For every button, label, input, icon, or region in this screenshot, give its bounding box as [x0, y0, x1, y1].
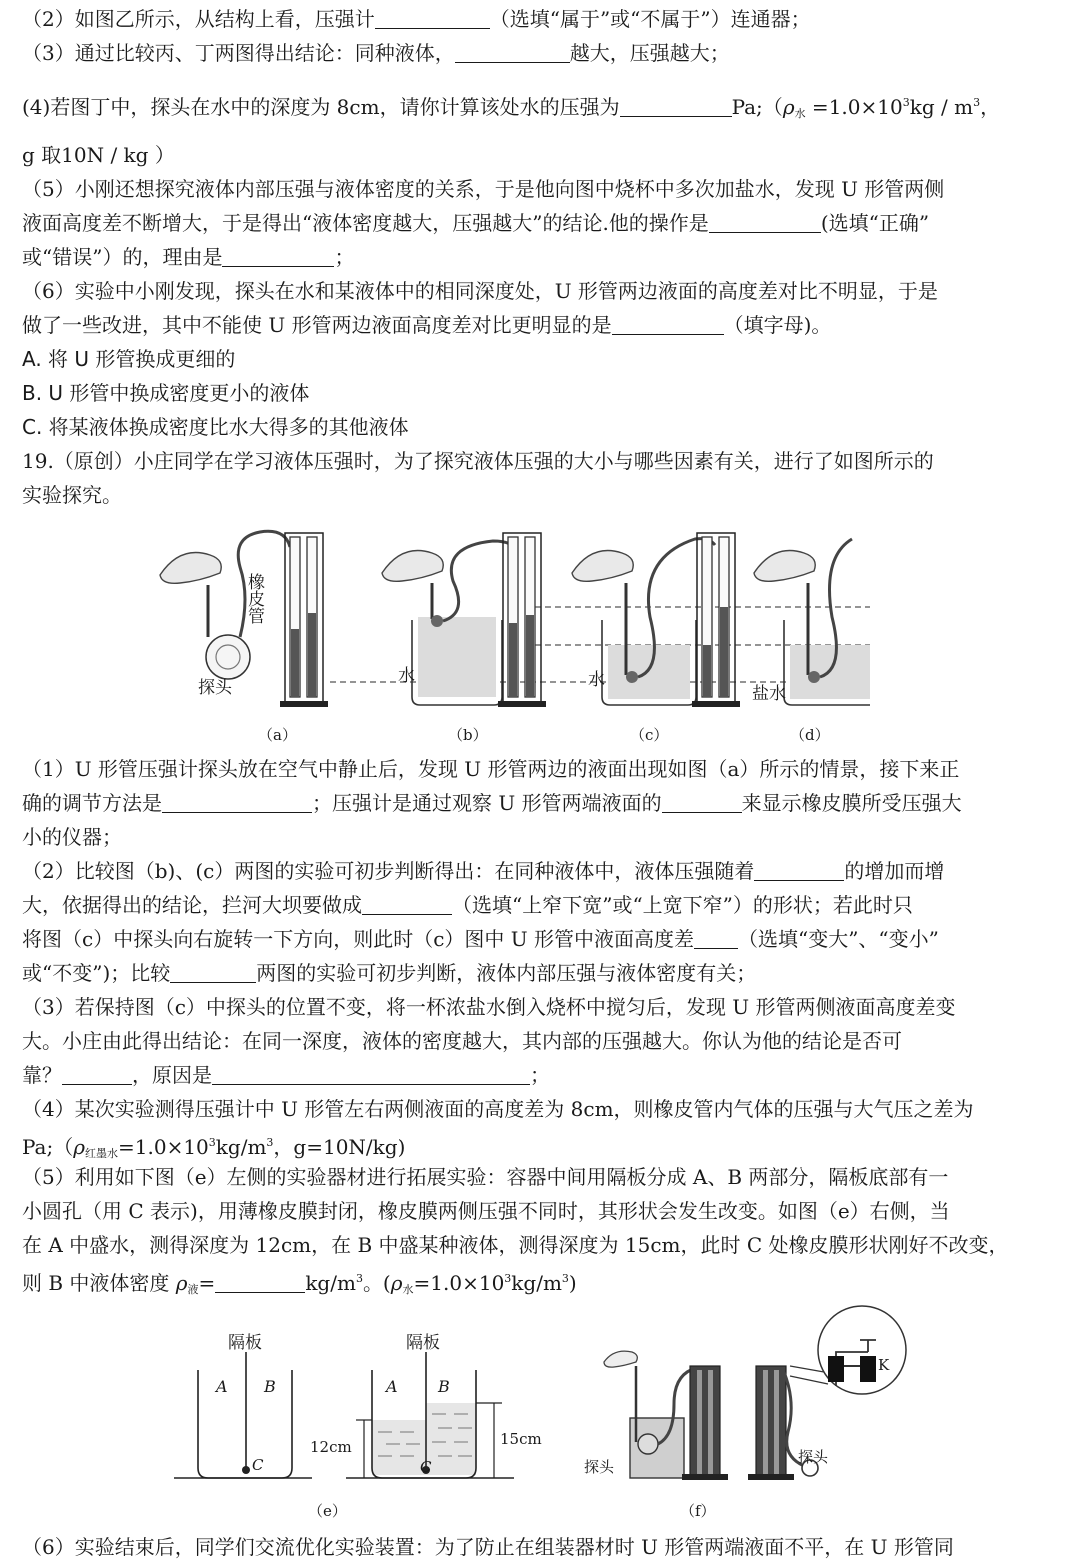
text: （填字母)。 — [723, 313, 832, 337]
text: ；压强计是通过观察 U 形管两端液面的 — [312, 791, 662, 815]
text: 确的调节方法是 — [22, 791, 162, 815]
answer-blank[interactable] — [612, 312, 724, 335]
magnifier-line — [790, 1376, 828, 1384]
question-2 — [22, 2, 1068, 36]
option-c: C. 将某液体换成密度比水大得多的其他液体 — [22, 415, 409, 439]
rho-symbol: ρ — [390, 1271, 403, 1295]
question-6: （6）实验中小刚发现，探头在水和某液体中的相同深度处，U 形管两边液面的高度差对比不明显，于是 — [22, 279, 938, 303]
label-b-right: B — [438, 1377, 450, 1396]
label-12cm: 12cm — [310, 1438, 352, 1456]
label-salt-water-d: 盐水 — [752, 684, 786, 704]
question-19-1: （1）U 形管压强计探头放在空气中静止后，发现 U 形管两边的液面出现如图（a）所示的情景，接下来正 — [22, 757, 960, 781]
subscript: 水 — [402, 1283, 414, 1296]
text: = — [198, 1271, 216, 1295]
label-a-right: A — [386, 1377, 398, 1396]
u-tube-left — [763, 1370, 768, 1474]
text: kg / m — [909, 95, 974, 119]
u-tube-right — [774, 1370, 779, 1474]
text: 或“不变”)；比较 — [22, 961, 171, 985]
liquid-right — [526, 615, 534, 697]
text: （2）比较图（b)、(c）两图的实验可初步判断得出：在同种液体中，液体压强随着 — [22, 859, 755, 883]
probe-icon — [808, 671, 820, 683]
stand-base — [280, 701, 328, 707]
apparatus-b — [382, 533, 546, 707]
answer-blank[interactable] — [215, 1270, 305, 1293]
container-e-left — [174, 1333, 312, 1478]
superscript: 3 — [973, 96, 981, 109]
text: =1.0×10 — [118, 1135, 209, 1159]
text-line: g 取10N / kg ） — [22, 143, 175, 167]
rho-symbol: ρ — [782, 95, 795, 119]
text-line — [22, 308, 1068, 342]
answer-blank[interactable] — [222, 244, 334, 267]
text: 则 B 中液体密度 — [22, 1271, 176, 1295]
subscript: 液 — [187, 1283, 199, 1296]
probe-icon — [638, 1434, 658, 1454]
text-line: 大。小庄由此得出结论：在同一深度，液体的密度越大，其内部的压强越大。你认为他的结论是否可 — [22, 1029, 902, 1053]
liquid-left — [703, 645, 711, 697]
text: 。( — [362, 1271, 391, 1295]
text-line: 实验探究。 — [22, 483, 122, 507]
u-tube-gauge — [756, 1366, 786, 1476]
u-tube-left — [697, 1370, 702, 1474]
answer-blank[interactable] — [362, 892, 452, 915]
text: 将图（c）中探头向右旋转一下方向，则此时（c）图中 U 形管中液面高度差 — [22, 927, 694, 951]
rho-symbol: ρ — [73, 1135, 85, 1159]
probe-icon — [431, 615, 443, 627]
figure-partition-and-apparatus — [160, 1300, 1060, 1528]
liquid-right — [720, 607, 728, 697]
caption-f: （f） — [680, 1502, 716, 1520]
question-3 — [22, 36, 1068, 70]
hand-icon — [572, 551, 633, 582]
superscript: 3 — [561, 1272, 569, 1285]
text: 液面高度差不断增大，于是得出“液体密度越大，压强越大”的结论.他的操作是 — [22, 211, 709, 235]
text: （2）如图乙所示，从结构上看，压强计 — [22, 7, 375, 31]
text: 越大，压强越大； — [569, 41, 730, 65]
figure-pressure-gauge-experiments — [140, 525, 870, 750]
label-a-left: A — [216, 1377, 228, 1396]
label-partition-left: 隔板 — [228, 1333, 262, 1353]
text: ， — [980, 95, 1001, 119]
text-line — [22, 956, 1068, 990]
liquid-left — [509, 623, 517, 697]
text: （选填“属于”或“不属于”）连通器； — [489, 7, 811, 31]
option-b: B. U 形管中换成密度更小的液体 — [22, 381, 310, 405]
label-c-left: C — [252, 1456, 264, 1474]
text-line: 小的仪器； — [22, 825, 122, 849]
text: ； — [334, 245, 355, 269]
question-19-5: （5）利用如下图（e）左侧的实验器材进行拓展实验：容器中间用隔板分成 A、B 两部分，隔板底部有一 — [22, 1165, 949, 1189]
caption-a: （a） — [258, 726, 297, 744]
caption-b: （b） — [448, 726, 488, 744]
label-probe: 探头 — [198, 678, 232, 698]
text: =1.0×10 — [413, 1271, 505, 1295]
superscript: 3 — [208, 1136, 216, 1149]
u-tube-gauge — [690, 1366, 720, 1476]
text: Pa;（ — [731, 95, 783, 119]
text: ) — [568, 1271, 577, 1295]
stand-base — [498, 701, 546, 707]
text: 靠？ — [22, 1063, 62, 1087]
label-water-b: 水 — [398, 666, 415, 686]
text-line — [22, 922, 1068, 956]
label-probe-f1: 探头 — [584, 1458, 615, 1476]
hand-icon — [604, 1351, 637, 1367]
liquid-left — [291, 629, 299, 697]
text-line — [22, 888, 1068, 922]
label-probe-f2: 探头 — [798, 1448, 829, 1466]
text-line — [22, 786, 1068, 820]
text-line: 小圆孔（用 C 表示)，用薄橡皮膜封闭，橡皮膜两侧压强不同时，其形状会发生改变。如图（e）右侧，当 — [22, 1199, 950, 1223]
stand-base — [692, 701, 740, 707]
apparatus-d — [752, 539, 870, 705]
valve-left-block — [828, 1356, 844, 1382]
superscript: 3 — [266, 1136, 274, 1149]
text-line — [22, 1058, 1068, 1092]
label-water-c: 水 — [588, 670, 605, 690]
answer-blank[interactable] — [455, 40, 570, 63]
answer-blank[interactable] — [212, 1062, 530, 1085]
question-19-4: （4）某次实验测得压强计中 U 形管左右两侧液面的高度差为 8cm，则橡皮管内气体的压强与大气压之差为 — [22, 1097, 974, 1121]
probe-icon — [626, 671, 638, 683]
text: kg/m — [215, 1135, 267, 1159]
hand-icon — [754, 551, 815, 582]
text: ，g=10N/kg) — [273, 1135, 406, 1159]
probe-icon — [206, 635, 250, 679]
caption-c: （c） — [630, 726, 669, 744]
answer-blank[interactable] — [620, 94, 732, 117]
apparatus-f-left — [584, 1351, 728, 1480]
label-b-left: B — [264, 1377, 276, 1396]
rho-symbol: ρ — [175, 1271, 188, 1295]
hand-icon — [160, 553, 221, 584]
text: 或“错误”）的，理由是 — [22, 245, 223, 269]
answer-blank[interactable] — [694, 926, 738, 949]
apparatus-c — [572, 533, 740, 707]
text: (选填“正确” — [820, 211, 930, 235]
superscript: 3 — [504, 1272, 512, 1285]
valve-right-block — [860, 1356, 876, 1382]
text: =1.0×10 — [805, 95, 903, 119]
label-valve-k: K — [878, 1356, 890, 1374]
text: kg/m — [305, 1271, 356, 1295]
answer-blank[interactable] — [62, 1062, 132, 1085]
text: （3）通过比较丙、丁两图得出结论：同种液体， — [22, 41, 455, 65]
question-19-6: （6）实验结束后，同学们交流优化实验装置：为了防止在组装器材时 U 形管两端液面不平，在 U 形管同 — [22, 1535, 954, 1559]
subscript: 水 — [794, 107, 806, 120]
caption-d: （d） — [790, 726, 830, 744]
text: 两图的实验可初步判断，液体内部压强与液体密度有关； — [256, 961, 757, 985]
water-a — [372, 1420, 426, 1475]
answer-blank[interactable] — [754, 858, 844, 881]
answer-blank[interactable] — [170, 960, 256, 983]
question-5: （5）小刚还想探究液体内部压强与液体密度的关系，于是他向图中烧杯中多次加盐水，发现 U 形管两侧 — [22, 177, 945, 201]
text-line — [22, 206, 1068, 240]
hand-icon — [382, 551, 443, 582]
text: Pa;（ — [22, 1135, 74, 1159]
superscript: 3 — [355, 1272, 363, 1285]
apparatus-f-right — [748, 1306, 906, 1480]
rubber-tube — [443, 541, 515, 621]
answer-blank[interactable] — [709, 210, 821, 233]
label-c-right: C — [420, 1458, 432, 1476]
text: 大，依据得出的结论，拦河大坝要做成 — [22, 893, 362, 917]
subscript: 红墨水 — [85, 1147, 118, 1160]
superscript: 3 — [902, 96, 910, 109]
text: 来显示橡皮膜所受压强大 — [741, 791, 962, 815]
text: （选填“变大”、“变小” — [737, 927, 939, 951]
question-19-3: （3）若保持图（c）中探头的位置不变，将一杯浓盐水倒入烧杯中搅匀后，发现 U 形管两侧液面高度差变 — [22, 995, 956, 1019]
u-tube-right — [708, 1370, 713, 1474]
answer-blank[interactable] — [162, 790, 312, 813]
water-b — [418, 617, 496, 697]
water-c — [608, 645, 690, 699]
stand-base — [682, 1474, 728, 1480]
apparatus-a — [160, 531, 328, 707]
option-a: A. 将 U 形管换成更细的 — [22, 347, 236, 371]
question-19: 19.（原创）小庄同学在学习液体压强时，为了探究液体压强的大小与哪些因素有关，进行了如图所示的 — [22, 449, 934, 473]
hole-c — [242, 1466, 250, 1474]
text: 的增加而增 — [844, 859, 945, 883]
text: kg/m — [511, 1271, 562, 1295]
text: ； — [530, 1063, 550, 1087]
question-4 — [22, 86, 1068, 131]
liquid-right — [308, 613, 316, 697]
text-line — [22, 240, 1068, 274]
answer-blank[interactable] — [375, 6, 490, 29]
text: ，原因是 — [132, 1063, 212, 1087]
label-rubber-tube-1: 橡皮管 — [244, 573, 264, 624]
label-15cm: 15cm — [500, 1430, 542, 1448]
text: (4)若图丁中，探头在水中的深度为 8cm，请你计算该处水的压强为 — [22, 95, 620, 119]
answer-blank[interactable] — [662, 790, 742, 813]
container-outline — [198, 1370, 292, 1478]
text: （选填“上窄下宽”或“上宽下窄”）的形状；若此时只 — [452, 893, 913, 917]
text: 做了一些改进，其中不能使 U 形管两边液面高度差对比更明显的是 — [22, 313, 612, 337]
text-line: 在 A 中盛水，测得深度为 12cm，在 B 中盛某种液体，测得深度为 15cm，此时 C 处橡皮膜形状刚好不改变， — [22, 1233, 1009, 1257]
container-e-right — [310, 1333, 542, 1478]
stand-base — [748, 1474, 794, 1480]
question-19-2 — [22, 854, 1068, 888]
magnifier-line — [790, 1366, 824, 1372]
label-partition-right: 隔板 — [406, 1333, 440, 1353]
caption-e: （e） — [308, 1502, 347, 1520]
